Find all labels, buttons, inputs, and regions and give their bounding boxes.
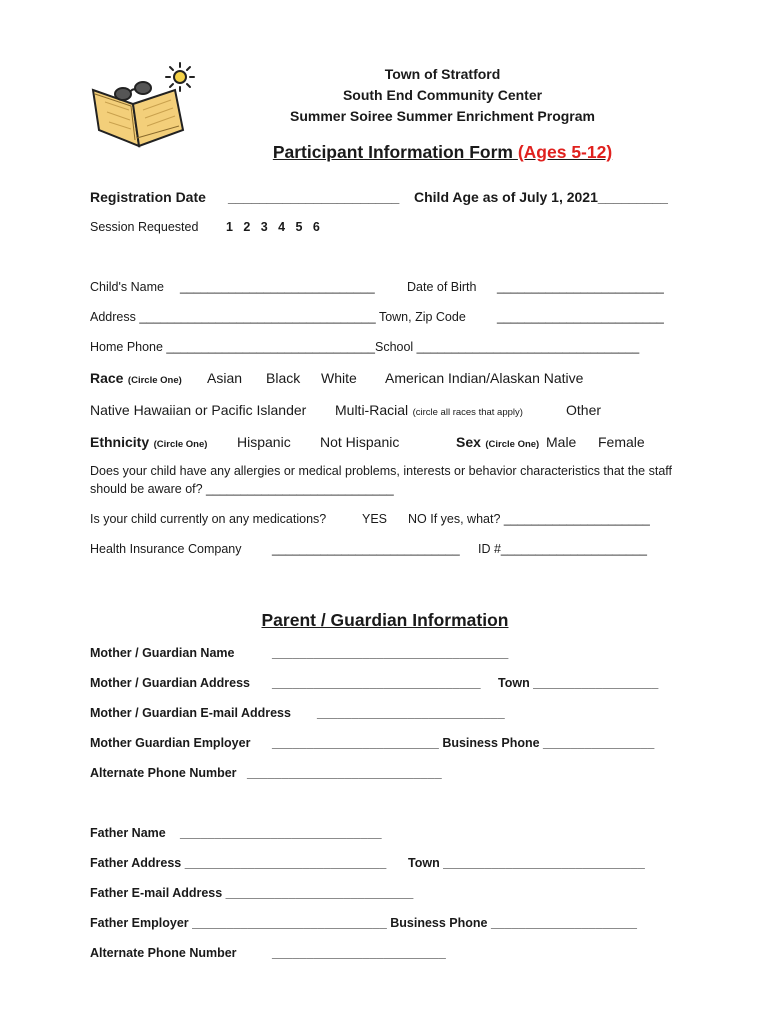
- sun-icon: [166, 63, 194, 91]
- race-label: Race: [90, 370, 124, 386]
- race-hint: (Circle One): [127, 375, 182, 386]
- zip-field[interactable]: ________________________: [497, 310, 664, 324]
- parent-section-title: Parent / Guardian Information: [261, 610, 509, 630]
- father-name-label: Father Name: [90, 826, 166, 840]
- mother-employer-field[interactable]: ________________________ Business Phone ________________: [272, 736, 655, 750]
- race-other[interactable]: Other: [566, 402, 602, 418]
- ethnicity-hispanic[interactable]: Hispanic: [237, 434, 291, 450]
- book-sun-logo-icon: [85, 60, 205, 155]
- registration-date-field[interactable]: ______________________: [228, 189, 400, 205]
- sex-hint: (Circle One): [485, 439, 540, 450]
- sex-male[interactable]: Male: [546, 434, 577, 450]
- race-label-group: [90, 370, 182, 388]
- sex-label-group: [456, 434, 539, 452]
- header-program: Summer Soiree Summer Enrichment Program: [290, 108, 595, 124]
- header-center: South End Community Center: [342, 87, 543, 103]
- father-email-field[interactable]: Father E-mail Address ___________________________: [90, 886, 414, 900]
- phone-school-line[interactable]: Home Phone ______________________________School ________________________________: [90, 340, 640, 354]
- insurance-field[interactable]: ___________________________: [272, 542, 460, 556]
- mother-alt-phone-label: Alternate Phone Number: [90, 766, 237, 780]
- form-title-text: Participant Information Form: [272, 142, 513, 162]
- father-alt-phone-field[interactable]: _________________________: [272, 946, 446, 960]
- mother-alt-phone-field[interactable]: ____________________________: [247, 766, 442, 780]
- ethnicity-label: Ethnicity: [90, 434, 150, 450]
- child-name-field[interactable]: ____________________________: [180, 280, 375, 294]
- mother-address-label: Mother / Guardian Address: [90, 676, 250, 690]
- race-multi-hint: (circle all races that apply): [412, 407, 523, 418]
- race-pacific[interactable]: Native Hawaiian or Pacific Islander: [90, 402, 307, 418]
- race-multi-group[interactable]: [335, 402, 523, 420]
- father-alt-phone-label: Alternate Phone Number: [90, 946, 237, 960]
- race-native-american[interactable]: American Indian/Alaskan Native: [385, 370, 584, 386]
- ethnicity-not-hispanic[interactable]: Not Hispanic: [320, 434, 400, 450]
- ethnicity-hint: (Circle One): [153, 439, 208, 450]
- session-label: Session Requested: [90, 220, 199, 234]
- mother-email-label: Mother / Guardian E-mail Address: [90, 706, 291, 720]
- insurance-id-field[interactable]: ID #_____________________: [478, 542, 647, 556]
- medications-yes[interactable]: YES: [362, 512, 388, 526]
- mother-town-field[interactable]: Town __________________: [498, 676, 659, 690]
- mother-email-field[interactable]: ___________________________: [317, 706, 505, 720]
- medications-question: Is your child currently on any medications?: [90, 512, 327, 526]
- ethnicity-label-group: [90, 434, 207, 452]
- mother-name-label: Mother / Guardian Name: [90, 646, 235, 660]
- race-multi: Multi-Racial: [335, 402, 409, 418]
- child-age-field[interactable]: Child Age as of July 1, 2021_________: [414, 189, 668, 205]
- race-white[interactable]: White: [321, 370, 357, 386]
- father-town-field[interactable]: Town _____________________________: [408, 856, 645, 870]
- open-book-icon: [93, 90, 183, 146]
- insurance-label: Health Insurance Company: [90, 542, 242, 556]
- registration-date-label: Registration Date: [90, 189, 206, 205]
- sex-label: Sex: [456, 434, 481, 450]
- dob-label: Date of Birth: [407, 280, 477, 294]
- father-name-field[interactable]: _____________________________: [180, 826, 382, 840]
- allergies-field[interactable]: should be aware of? ___________________________: [90, 482, 394, 496]
- header-town: Town of Stratford: [384, 66, 501, 82]
- medications-no-field[interactable]: NO If yes, what? _____________________: [408, 512, 650, 526]
- sunglasses-icon: [115, 82, 151, 100]
- mother-address-field[interactable]: ______________________________: [272, 676, 481, 690]
- form-title: [200, 142, 685, 163]
- race-asian[interactable]: Asian: [207, 370, 243, 386]
- allergies-question: Does your child have any allergies or medical problems, interests or behavior characteristics that the staff: [90, 464, 672, 478]
- child-name-label: Child's Name: [90, 280, 164, 294]
- race-black[interactable]: Black: [266, 370, 301, 386]
- dob-field[interactable]: ________________________: [497, 280, 664, 294]
- sex-female[interactable]: Female: [598, 434, 645, 450]
- father-address-field[interactable]: Father Address _____________________________: [90, 856, 387, 870]
- session-options[interactable]: 1 2 3 4 5 6: [226, 220, 320, 234]
- father-employer-field[interactable]: Father Employer ____________________________ Business Phone _____________________: [90, 916, 637, 930]
- address-line[interactable]: Address __________________________________ Town, Zip Code: [90, 310, 466, 324]
- mother-name-field[interactable]: __________________________________: [272, 646, 509, 660]
- mother-employer-label: Mother Guardian Employer: [90, 736, 251, 750]
- form-title-ages: (Ages 5-12): [517, 142, 613, 162]
